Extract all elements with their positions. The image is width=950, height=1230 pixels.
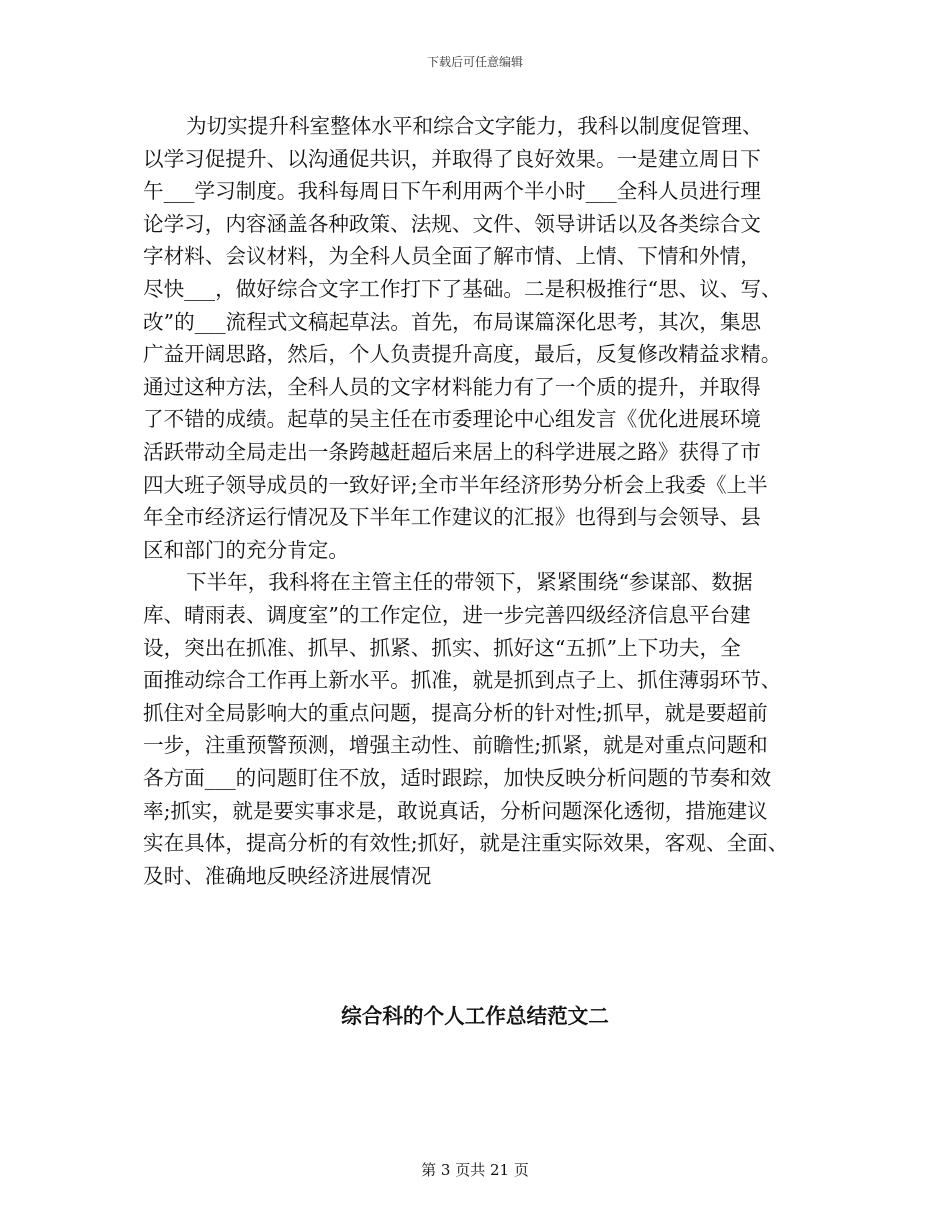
text-line: 各方面___的问题盯住不放，适时跟踪，加快反映分析问题的节奏和效 [143, 766, 772, 790]
text-line: 实在具体，提高分析的有效性;抓好，就是注重实际效果，客观、全面、 [143, 831, 789, 856]
text-line: 区和部门的充分肯定。 [143, 537, 349, 562]
text-line: 四大班子领导成员的一致好评;全市半年经济形势分析会上我委《上半 [143, 472, 768, 497]
text-line: 了不错的成绩。起草的吴主任在市委理论中心组发言《优化进展环境 [143, 407, 761, 432]
text-line: 设，突出在抓准、抓早、抓紧、抓实、抓好这“五抓”上下功夫，全 [143, 635, 741, 660]
text-line: 改”的___流程式文稿起草法。首先，布局谋篇深化思考，其次，集思 [143, 309, 762, 334]
text-line: 年全市经济运行情况及下半年工作建议的汇报》也得到与会领导、县 [143, 505, 761, 530]
text-line: 午___学习制度。我科每周日下午利用两个半小时___全科人员进行理 [143, 179, 761, 204]
text-line: 字材料、会议材料，为全科人员全面了解市情、上情、下情和外情， [143, 244, 761, 269]
text-line: 率;抓实，就是要实事求是，敢说真话，分析问题深化透彻，措施建议 [143, 798, 768, 823]
text-line: 库、晴雨表、调度室”的工作定位，进一步完善四级经济信息平台建 [143, 603, 751, 627]
text-line: 面推动综合工作再上新水平。抓准，就是抓到点子上、抓住薄弱环节、 [143, 668, 782, 693]
text-line: 通过这种方法，全科人员的文字材料能力有了一个质的提升，并取得 [143, 374, 761, 399]
text-line: 下半年，我科将在主管主任的带领下，紧紧围绕“参谋部、数据 [186, 570, 753, 595]
page-header: 下载后可任意编辑 [426, 55, 523, 69]
section-title: 综合科的个人工作总结范文二 [341, 1004, 609, 1028]
text-line: 活跃带动全局走出一条跨越赶超后来居上的科学进展之路》获得了市 [143, 440, 761, 464]
text-line: 抓住对全局影响大的重点问题，提高分析的针对性;抓早，就是要超前 [143, 700, 768, 725]
text-line: 及时、准确地反映经济进展情况 [143, 863, 432, 888]
text-line: 论学习，内容涵盖各种政策、法规、文件、领导讲话以及各类综合文 [143, 211, 761, 236]
text-line: 尽快___，做好综合文字工作打下了基础。二是积极推行“思、议、写、 [143, 277, 782, 301]
page-footer: 第 3 页共 21 页 [421, 1161, 529, 1179]
text-line: 一步，注重预警预测，增强主动性、前瞻性;抓紧，就是对重点问题和 [143, 733, 768, 758]
text-line: 以学习促提升、以沟通促共识，并取得了良好效果。一是建立周日下 [143, 146, 761, 171]
text-line: 广益开阔思路，然后，个人负责提升高度，最后，反复修改精益求精。 [143, 342, 782, 367]
text-line: 为切实提升科室整体水平和综合文字能力，我科以制度促管理、 [186, 114, 763, 138]
